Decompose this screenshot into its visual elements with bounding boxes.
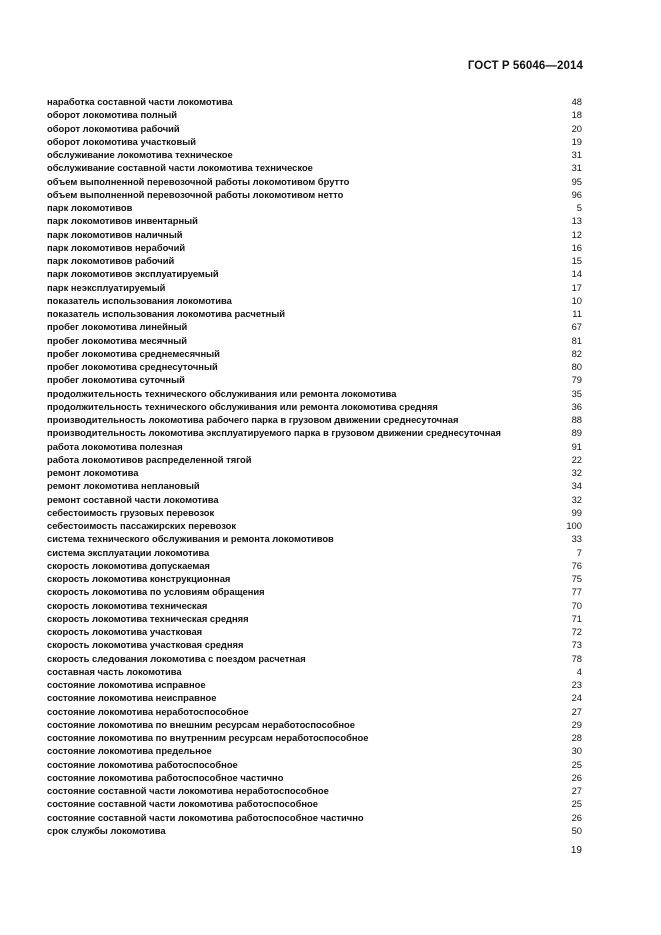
- index-entry: [47, 585, 582, 598]
- standard-designation: ГОСТ Р 56046—2014: [467, 60, 583, 72]
- index-entry: [47, 175, 582, 188]
- index-entry: [47, 241, 582, 254]
- index-entry: [47, 413, 582, 426]
- index-page-ref: 77: [571, 586, 582, 598]
- index-page-ref: 29: [571, 718, 582, 730]
- index-entry: [47, 201, 582, 214]
- index-page-ref: 48: [571, 96, 582, 107]
- index-term: состояние локомотива неработоспособное: [47, 705, 249, 717]
- index-term: парк локомотивов: [47, 202, 133, 213]
- index-entry: [47, 214, 582, 227]
- index-term: пробег локомотива среднесуточный: [47, 361, 218, 372]
- index-page-ref: 17: [571, 281, 582, 293]
- index-term: наработка составной части локомотива: [47, 96, 233, 107]
- index-term: ремонт локомотива неплановый: [47, 480, 200, 492]
- index-term: оборот локомотива рабочий: [47, 122, 180, 134]
- index-term: состояние локомотива по внутренним ресурсам неработоспособное: [47, 732, 369, 743]
- index-term: оборот локомотива полный: [47, 109, 178, 121]
- index-term: парк неэксплуатируемый: [47, 281, 166, 293]
- index-entry: [47, 307, 582, 320]
- index-page-ref: 25: [571, 758, 582, 770]
- index-term: парк локомотивов наличный: [47, 228, 183, 240]
- index-page-ref: 96: [571, 188, 582, 200]
- index-page-ref: 82: [571, 347, 582, 359]
- index-page-ref: 79: [571, 374, 582, 386]
- index-term: продолжительность технического обслуживания или ремонта локомотива: [47, 387, 397, 399]
- index-entry: [47, 652, 582, 665]
- index-page-ref: 18: [571, 109, 582, 121]
- index-page-ref: 75: [571, 573, 582, 584]
- index-page-ref: 31: [571, 149, 582, 160]
- index-page-ref: 16: [571, 241, 582, 253]
- index-term: работа локомотива полезная: [47, 440, 183, 452]
- index-entry: [47, 665, 582, 678]
- index-page-ref: 15: [571, 255, 582, 266]
- index-term: пробег локомотива месячный: [47, 334, 188, 346]
- index-page-ref: 30: [571, 745, 582, 757]
- index-page-ref: 80: [571, 361, 582, 372]
- index-page-ref: 5: [576, 202, 582, 213]
- index-page-ref: 25: [571, 798, 582, 810]
- index-entry: [47, 612, 582, 625]
- index-entry: [47, 599, 582, 612]
- page-number: 19: [570, 845, 582, 856]
- index-term: парк локомотивов эксплуатируемый: [47, 268, 219, 280]
- index-term: парк локомотивов нерабочий: [47, 241, 186, 253]
- index-entry: [47, 493, 582, 506]
- index-entry: [47, 784, 582, 797]
- index-page-ref: 13: [571, 215, 582, 227]
- index-term: оборот локомотива участковый: [47, 135, 197, 147]
- index-page-ref: 31: [571, 162, 582, 174]
- index-page-ref: 32: [571, 493, 582, 505]
- index-page-ref: 78: [571, 652, 582, 664]
- index-entry: [47, 479, 582, 492]
- index-page-ref: 67: [571, 321, 582, 333]
- index-page-ref: 100: [566, 520, 582, 531]
- index-entry: [47, 228, 582, 241]
- index-page-ref: 34: [571, 480, 582, 492]
- index-entry: [47, 771, 582, 784]
- index-term: скорость локомотива техническая средняя: [47, 612, 249, 624]
- index-term: скорость локомотива техническая: [47, 599, 208, 611]
- index-entry: [47, 347, 582, 360]
- index-entry: [47, 294, 582, 307]
- index-page-ref: 76: [571, 559, 582, 571]
- index-term: парк локомотивов инвентарный: [47, 215, 198, 227]
- index-term: продолжительность технического обслуживания или ремонта локомотива средняя: [47, 400, 438, 412]
- index-entry: [47, 281, 582, 294]
- index-term: скорость следования локомотива с поездом расчетная: [47, 652, 306, 664]
- index-entry: [47, 466, 582, 479]
- index-term: состояние локомотива исправное: [47, 679, 206, 690]
- index-term: состояние локомотива работоспособное: [47, 758, 238, 770]
- index-term: состояние составной части локомотива работоспособное: [47, 798, 318, 810]
- index-entry: [47, 148, 582, 161]
- index-page-ref: 36: [571, 400, 582, 412]
- index-term: пробег локомотива суточный: [47, 374, 185, 386]
- index-entry: [47, 161, 582, 174]
- index-entry: [47, 718, 582, 731]
- index-entry: [47, 758, 582, 771]
- index-entry: [47, 811, 582, 824]
- index-page-ref: 32: [571, 467, 582, 478]
- index-entry: [47, 267, 582, 280]
- index-term: состояние локомотива по внешним ресурсам неработоспособное: [47, 718, 355, 730]
- index-entry: [47, 519, 582, 532]
- index-entry: [47, 546, 582, 559]
- index-page-ref: 72: [571, 626, 582, 637]
- index-entry: [47, 440, 582, 453]
- index-term: скорость локомотива участковая средняя: [47, 639, 244, 651]
- index-term: объем выполненной перевозочной работы локомотивом нетто: [47, 188, 344, 200]
- index-entry: [47, 453, 582, 466]
- index-term: состояние составной части локомотива работоспособное частично: [47, 811, 364, 823]
- index-term: парк локомотивов рабочий: [47, 255, 175, 266]
- index-entry: [47, 254, 582, 267]
- index-term: показатель использования локомотива расчетный: [47, 308, 285, 319]
- index-entry: [47, 638, 582, 651]
- index-entry: [47, 426, 582, 439]
- index-page-ref: 11: [572, 308, 582, 319]
- index-page-ref: 24: [571, 692, 582, 704]
- index-entry: [47, 824, 582, 837]
- index-term: скорость локомотива по условиям обращения: [47, 586, 265, 598]
- index-page-ref: 50: [571, 824, 582, 836]
- index-entry: [47, 731, 582, 744]
- index-entry: [47, 135, 582, 148]
- index-term: производительность локомотива рабочего парка в грузовом движении среднесуточная: [47, 414, 459, 425]
- index-entry: [47, 506, 582, 519]
- index-entry: [47, 373, 582, 386]
- index-page-ref: 4: [576, 665, 582, 677]
- index-term: состояние локомотива неисправное: [47, 692, 217, 704]
- index-term: производительность локомотива эксплуатируемого парка в грузовом движении среднесуточная: [47, 427, 502, 439]
- index-term: себестоимость пассажирских перевозок: [47, 520, 237, 531]
- index-entry: [47, 559, 582, 572]
- index-entry: [47, 678, 582, 691]
- index-page-ref: 14: [571, 268, 582, 280]
- index-entry: [47, 122, 582, 135]
- index-page-ref: 99: [571, 506, 582, 518]
- index-term: состояние составной части локомотива неработоспособное: [47, 785, 329, 796]
- index-term: срок службы локомотива: [47, 824, 166, 836]
- index-page-ref: 19: [571, 135, 582, 147]
- index-page-ref: 27: [571, 785, 582, 796]
- index-page-ref: 35: [571, 387, 582, 399]
- index-page-ref: 26: [571, 771, 582, 783]
- index-page-ref: 33: [571, 533, 582, 545]
- index-page-ref: 12: [571, 228, 582, 240]
- index-term: обслуживание составной части локомотива техническое: [47, 162, 313, 174]
- index-term: ремонт составной части локомотива: [47, 493, 219, 505]
- index-term: обслуживание локомотива техническое: [47, 149, 233, 160]
- index-page-ref: 89: [571, 427, 582, 439]
- index-entry: [47, 625, 582, 638]
- index-entry: [47, 744, 582, 757]
- index-term: объем выполненной перевозочной работы локомотивом брутто: [47, 175, 350, 187]
- index-page-ref: 28: [571, 732, 582, 743]
- index-page-ref: 10: [571, 294, 582, 306]
- term-index: [47, 95, 582, 837]
- index-term: состояние локомотива работоспособное частично: [47, 771, 284, 783]
- index-entry: [47, 387, 582, 400]
- index-term: скорость локомотива допускаемая: [47, 559, 210, 571]
- index-term: система эксплуатации локомотива: [47, 546, 210, 558]
- index-term: пробег локомотива среднемесячный: [47, 347, 220, 359]
- index-page-ref: 91: [571, 440, 582, 452]
- index-entry: [47, 188, 582, 201]
- index-term: система технического обслуживания и ремонта локомотивов: [47, 533, 334, 545]
- index-term: пробег локомотива линейный: [47, 321, 188, 333]
- index-page-ref: 22: [571, 453, 582, 465]
- index-entry: [47, 360, 582, 373]
- index-page-ref: 23: [571, 679, 582, 690]
- index-entry: [47, 572, 582, 585]
- index-entry: [47, 532, 582, 545]
- index-term: ремонт локомотива: [47, 467, 139, 478]
- index-term: состояние локомотива предельное: [47, 745, 212, 757]
- index-entry: [47, 705, 582, 718]
- index-entry: [47, 95, 582, 108]
- index-page-ref: 20: [571, 122, 582, 134]
- index-term: показатель использования локомотива: [47, 294, 232, 306]
- index-term: себестоимость грузовых перевозок: [47, 506, 215, 518]
- index-term: работа локомотивов распределенной тягой: [47, 453, 252, 465]
- index-entry: [47, 108, 582, 121]
- index-page-ref: 27: [571, 705, 582, 717]
- index-term: скорость локомотива конструкционная: [47, 573, 231, 584]
- index-page-ref: 95: [571, 175, 582, 187]
- index-term: составная часть локомотива: [47, 665, 182, 677]
- index-entry: [47, 320, 582, 333]
- index-page-ref: 70: [571, 599, 582, 611]
- index-page-ref: 81: [571, 334, 582, 346]
- index-entry: [47, 691, 582, 704]
- index-page-ref: 71: [571, 612, 582, 624]
- index-page-ref: 7: [576, 546, 582, 558]
- index-page-ref: 26: [571, 811, 582, 823]
- index-page-ref: 88: [571, 414, 582, 425]
- index-entry: [47, 797, 582, 810]
- index-entry: [47, 400, 582, 413]
- index-term: скорость локомотива участковая: [47, 626, 203, 637]
- index-entry: [47, 334, 582, 347]
- index-page-ref: 73: [571, 639, 582, 651]
